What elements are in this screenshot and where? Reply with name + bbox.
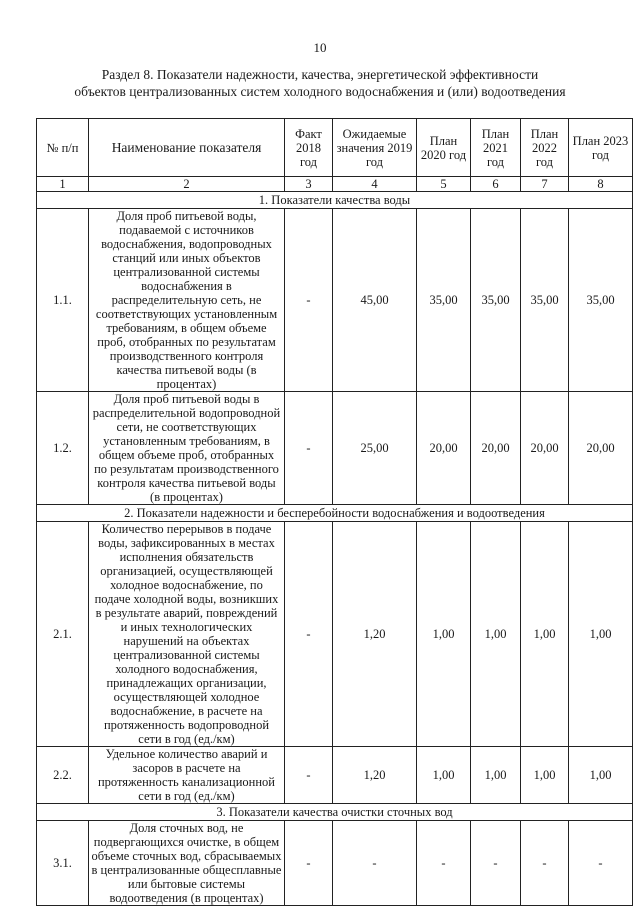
row-index: 2.2. — [37, 747, 89, 804]
column-number-row — [37, 177, 633, 192]
column-number: 4 — [333, 177, 417, 192]
value-plan-2021: 1,00 — [471, 522, 521, 747]
indicator-name: Количество перерывов в подаче воды, зафиксированных в местах исполнения обязательств организацией, осуществляющей холодное водоснабжение, по подаче холодной воды, возникших в результате аварий, повреждений и иных технологических нарушений на объектах централизованной системы холодного водоснабжения, принадлежащих организации, осуществляющей холодное водоснабжение, в расчете на протяженность водопроводной сети в год (ед./км) — [89, 522, 285, 747]
header-fact-2018: Факт 2018 год — [285, 119, 333, 177]
row-index: 1.1. — [37, 209, 89, 392]
section-title-line-2: объектов централизованных систем холодного водоснабжения и (или) водоотведения — [74, 84, 566, 99]
value-fact-2018: - — [285, 522, 333, 747]
table-row — [37, 821, 633, 906]
value-fact-2018: - — [285, 747, 333, 804]
column-number: 1 — [37, 177, 89, 192]
indicator-name: Удельное количество аварий и засоров в расчете на протяженность канализационной сети в год (ед./км) — [89, 747, 285, 804]
value-plan-2021: 20,00 — [471, 392, 521, 505]
table-row — [37, 522, 633, 747]
group-row-reliability — [37, 505, 633, 522]
value-plan-2021: - — [471, 821, 521, 906]
header-row — [37, 119, 633, 177]
value-fact-2018: - — [285, 392, 333, 505]
value-fact-2018: - — [285, 821, 333, 906]
value-plan-2022: 35,00 — [521, 209, 569, 392]
value-expected-2019: 1,20 — [333, 522, 417, 747]
value-plan-2020: - — [417, 821, 471, 906]
indicator-name: Доля проб питьевой воды, подаваемой с источников водоснабжения, водопроводных станций или иных объектов централизованной системы водоснабжения в распределительную сеть, не соответствующих установленным требованиям, в общем объеме проб, отобранных по результатам производственного контроля качества питьевой воды (в процентах) — [89, 209, 285, 392]
column-number: 6 — [471, 177, 521, 192]
value-plan-2023: 35,00 — [569, 209, 633, 392]
value-plan-2023: 1,00 — [569, 522, 633, 747]
page-number: 10 — [313, 40, 327, 55]
column-number: 5 — [417, 177, 471, 192]
header-plan-2020: План 2020 год — [417, 119, 471, 177]
table-row — [37, 747, 633, 804]
table-row — [37, 392, 633, 505]
group-title: 3. Показатели качества очистки сточных вод — [37, 804, 633, 821]
row-index: 3.1. — [37, 821, 89, 906]
row-index: 2.1. — [37, 522, 89, 747]
column-number: 7 — [521, 177, 569, 192]
header-plan-2022: План 2022 год — [521, 119, 569, 177]
value-plan-2021: 35,00 — [471, 209, 521, 392]
value-plan-2020: 35,00 — [417, 209, 471, 392]
row-index: 1.2. — [37, 392, 89, 505]
value-plan-2022: 1,00 — [521, 747, 569, 804]
header-index: № п/п — [37, 119, 89, 177]
header-expected-2019: Ожидаемые значения 2019 год — [333, 119, 417, 177]
value-plan-2023: 1,00 — [569, 747, 633, 804]
value-expected-2019: 45,00 — [333, 209, 417, 392]
group-row-water-quality — [37, 192, 633, 209]
header-indicator-name: Наименование показателя — [89, 119, 285, 177]
group-title: 1. Показатели качества воды — [37, 192, 633, 209]
value-plan-2023: - — [569, 821, 633, 906]
table-row — [37, 209, 633, 392]
column-number: 2 — [89, 177, 285, 192]
value-expected-2019: 25,00 — [333, 392, 417, 505]
value-plan-2020: 1,00 — [417, 747, 471, 804]
indicator-name: Доля проб питьевой воды в распределительной водопроводной сети, не соответствующих установленным требованиям, в общем объеме проб, отобранных по результатам производственного контроля качества питьевой воды (в процентах) — [89, 392, 285, 505]
value-plan-2022: 20,00 — [521, 392, 569, 505]
value-plan-2020: 1,00 — [417, 522, 471, 747]
value-plan-2022: 1,00 — [521, 522, 569, 747]
value-fact-2018: - — [285, 209, 333, 392]
section-title-line-1: Раздел 8. Показатели надежности, качества, энергетической эффективности — [101, 67, 539, 82]
value-plan-2020: 20,00 — [417, 392, 471, 505]
indicators-table — [36, 118, 633, 906]
group-title: 2. Показатели надежности и бесперебойности водоснабжения и водоотведения — [37, 505, 633, 522]
value-plan-2022: - — [521, 821, 569, 906]
header-plan-2021: План 2021 год — [471, 119, 521, 177]
value-plan-2021: 1,00 — [471, 747, 521, 804]
column-number: 8 — [569, 177, 633, 192]
indicator-name: Доля сточных вод, не подвергающихся очистке, в общем объеме сточных вод, сбрасываемых в централизованные общесплавные или бытовые системы водоотведения (в процентах) — [89, 821, 285, 906]
section-title — [20, 66, 620, 100]
column-number: 3 — [285, 177, 333, 192]
value-expected-2019: - — [333, 821, 417, 906]
value-expected-2019: 1,20 — [333, 747, 417, 804]
header-plan-2023: План 2023 год — [569, 119, 633, 177]
group-row-wastewater — [37, 804, 633, 821]
value-plan-2023: 20,00 — [569, 392, 633, 505]
